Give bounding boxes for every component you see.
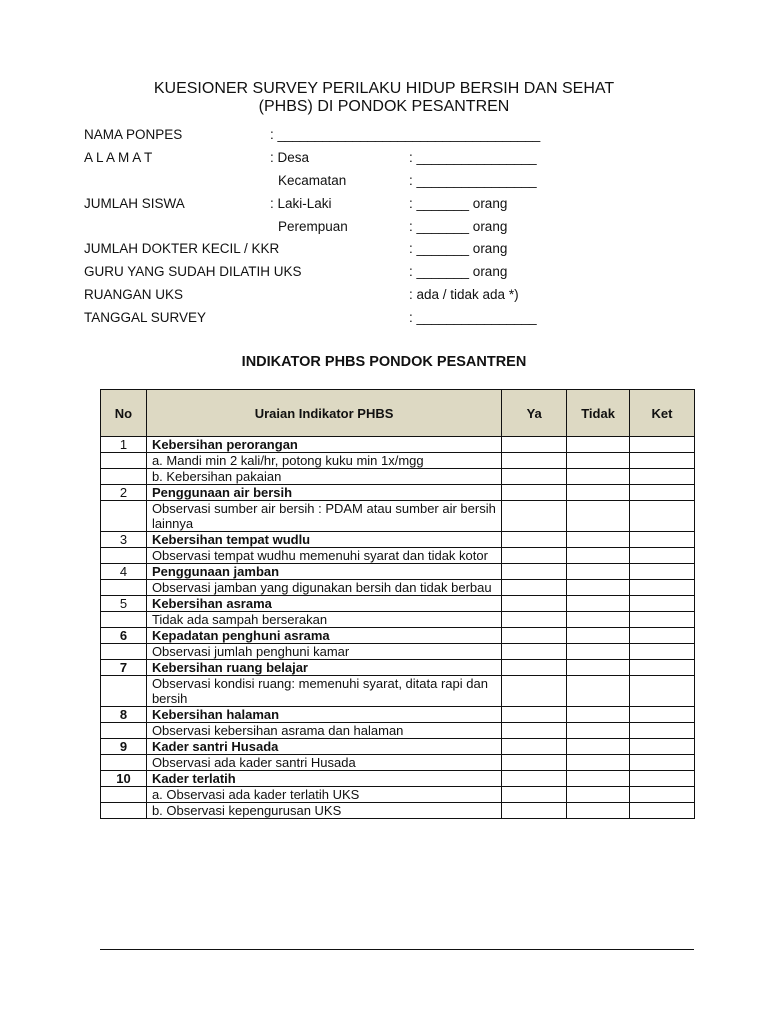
table-row — [101, 548, 695, 564]
jumlah-siswa-label: JUMLAH SISWA — [84, 196, 185, 211]
table-row — [101, 532, 695, 548]
answer-ket-cell[interactable] — [630, 469, 695, 485]
tanggal-survey-field[interactable]: : ________________ — [409, 310, 537, 325]
answer-ya-cell[interactable] — [502, 803, 567, 819]
row-number — [101, 453, 147, 469]
answer-ket-cell[interactable] — [630, 596, 695, 612]
header-tidak: Tidak — [567, 390, 630, 437]
table-row — [101, 564, 695, 580]
answer-ya-cell[interactable] — [502, 787, 567, 803]
kecamatan-field[interactable]: : ________________ — [409, 173, 537, 188]
answer-ya-cell[interactable] — [502, 453, 567, 469]
row-indicator-text: Kader santri Husada — [146, 739, 501, 755]
answer-ya-cell[interactable] — [502, 739, 567, 755]
table-row — [101, 660, 695, 676]
dokter-kecil-label: JUMLAH DOKTER KECIL / KKR — [84, 241, 280, 256]
answer-tidak-cell[interactable] — [567, 739, 630, 755]
row-number — [101, 676, 147, 707]
row-indicator-text: Penggunaan jamban — [146, 564, 501, 580]
answer-ya-cell[interactable] — [502, 771, 567, 787]
row-number: 9 — [101, 739, 147, 755]
row-number — [101, 803, 147, 819]
answer-ket-cell[interactable] — [630, 612, 695, 628]
table-header-row — [101, 390, 695, 437]
row-number: 6 — [101, 628, 147, 644]
document-title-line2: (PHBS) DI PONDOK PESANTREN — [258, 98, 510, 115]
table-row — [101, 755, 695, 771]
answer-ya-cell[interactable] — [502, 723, 567, 739]
answer-tidak-cell[interactable] — [567, 453, 630, 469]
row-indicator-text: Observasi kondisi ruang: memenuhi syarat, ditata rapi dan bersih — [146, 676, 501, 707]
dokter-kecil-field[interactable]: : _______ orang — [409, 241, 508, 256]
row-indicator-text: Observasi tempat wudhu memenuhi syarat dan tidak kotor — [146, 548, 501, 564]
row-indicator-text: Tidak ada sampah berserakan — [146, 612, 501, 628]
answer-ya-cell[interactable] — [502, 548, 567, 564]
answer-tidak-cell[interactable] — [567, 755, 630, 771]
table-row — [101, 485, 695, 501]
answer-ket-cell[interactable] — [630, 628, 695, 644]
answer-tidak-cell[interactable] — [567, 660, 630, 676]
answer-ya-cell[interactable] — [502, 707, 567, 723]
answer-ya-cell[interactable] — [502, 660, 567, 676]
row-indicator-text: Penggunaan air bersih — [146, 485, 501, 501]
guru-uks-field[interactable]: : _______ orang — [409, 264, 508, 279]
row-indicator-text: Kebersihan ruang belajar — [146, 660, 501, 676]
laki-laki-field[interactable]: : _______ orang — [409, 196, 508, 211]
answer-ket-cell[interactable] — [630, 564, 695, 580]
answer-ket-cell[interactable] — [630, 437, 695, 453]
table-row — [101, 596, 695, 612]
table-row — [101, 501, 695, 532]
table-row — [101, 628, 695, 644]
answer-ket-cell[interactable] — [630, 707, 695, 723]
row-indicator-text: a. Observasi ada kader terlatih UKS — [146, 787, 501, 803]
row-number: 8 — [101, 707, 147, 723]
answer-tidak-cell[interactable] — [567, 501, 630, 532]
answer-tidak-cell[interactable] — [567, 676, 630, 707]
answer-ket-cell[interactable] — [630, 787, 695, 803]
answer-tidak-cell[interactable] — [567, 469, 630, 485]
answer-tidak-cell[interactable] — [567, 612, 630, 628]
row-indicator-text: Observasi sumber air bersih : PDAM atau sumber air bersih lainnya — [146, 501, 501, 532]
table-row — [101, 644, 695, 660]
row-number — [101, 548, 147, 564]
answer-ket-cell[interactable] — [630, 771, 695, 787]
nama-ponpes-field[interactable]: : ___________________________________ — [270, 127, 541, 142]
answer-ya-cell[interactable] — [502, 437, 567, 453]
row-number — [101, 469, 147, 485]
tanggal-survey-label: TANGGAL SURVEY — [84, 310, 207, 325]
row-number: 3 — [101, 532, 147, 548]
answer-tidak-cell[interactable] — [567, 485, 630, 501]
table-row — [101, 437, 695, 453]
answer-tidak-cell[interactable] — [567, 771, 630, 787]
table-row — [101, 771, 695, 787]
answer-ya-cell[interactable] — [502, 644, 567, 660]
header-ket: Ket — [630, 390, 695, 437]
row-number — [101, 501, 147, 532]
answer-ket-cell[interactable] — [630, 755, 695, 771]
row-number: 1 — [101, 437, 147, 453]
answer-ket-cell[interactable] — [630, 453, 695, 469]
answer-tidak-cell[interactable] — [567, 564, 630, 580]
answer-ket-cell[interactable] — [630, 739, 695, 755]
row-number: 5 — [101, 596, 147, 612]
answer-tidak-cell[interactable] — [567, 548, 630, 564]
desa-label: : Desa — [270, 150, 310, 165]
answer-ya-cell[interactable] — [502, 532, 567, 548]
answer-ket-cell[interactable] — [630, 548, 695, 564]
row-indicator-text: Kepadatan penghuni asrama — [146, 628, 501, 644]
answer-tidak-cell[interactable] — [567, 532, 630, 548]
row-indicator-text: Observasi kebersihan asrama dan halaman — [146, 723, 501, 739]
header-uraian: Uraian Indikator PHBS — [146, 390, 501, 437]
answer-tidak-cell[interactable] — [567, 787, 630, 803]
answer-ket-cell[interactable] — [630, 485, 695, 501]
table-row — [101, 580, 695, 596]
answer-ket-cell[interactable] — [630, 660, 695, 676]
row-number — [101, 723, 147, 739]
answer-ket-cell[interactable] — [630, 676, 695, 707]
survey-info-form — [0, 0, 768, 340]
table-row — [101, 787, 695, 803]
guru-uks-label: GURU YANG SUDAH DILATIH UKS — [84, 264, 302, 279]
row-number — [101, 755, 147, 771]
kecamatan-label: Kecamatan — [278, 173, 347, 188]
desa-field[interactable]: : ________________ — [409, 150, 537, 165]
row-number: 10 — [101, 771, 147, 787]
row-indicator-text: Kebersihan tempat wudlu — [146, 532, 501, 548]
answer-tidak-cell[interactable] — [567, 803, 630, 819]
row-indicator-text: Observasi jumlah penghuni kamar — [146, 644, 501, 660]
table-row — [101, 803, 695, 819]
answer-tidak-cell[interactable] — [567, 707, 630, 723]
header-no: No — [101, 390, 147, 437]
section-title: INDIKATOR PHBS PONDOK PESANTREN — [241, 354, 527, 370]
row-number — [101, 787, 147, 803]
row-indicator-text: Kebersihan halaman — [146, 707, 501, 723]
answer-ya-cell[interactable] — [502, 501, 567, 532]
table-body — [101, 437, 695, 819]
perempuan-field[interactable]: : _______ orang — [409, 219, 508, 234]
ruangan-uks-label: RUANGAN UKS — [84, 287, 184, 302]
table-row — [101, 612, 695, 628]
answer-tidak-cell[interactable] — [567, 596, 630, 612]
alamat-label: A L A M A T — [84, 150, 153, 165]
answer-tidak-cell[interactable] — [567, 437, 630, 453]
answer-tidak-cell[interactable] — [567, 644, 630, 660]
laki-laki-label: : Laki-Laki — [270, 196, 332, 211]
row-indicator-text: Kader terlatih — [146, 771, 501, 787]
row-indicator-text: Observasi jamban yang digunakan bersih dan tidak berbau — [146, 580, 501, 596]
header-ya: Ya — [502, 390, 567, 437]
ruangan-uks-field[interactable]: : ada / tidak ada *) — [409, 287, 519, 302]
table-row — [101, 723, 695, 739]
answer-ket-cell[interactable] — [630, 501, 695, 532]
row-number — [101, 612, 147, 628]
row-number — [101, 644, 147, 660]
answer-ya-cell[interactable] — [502, 628, 567, 644]
answer-ya-cell[interactable] — [502, 755, 567, 771]
answer-ya-cell[interactable] — [502, 564, 567, 580]
row-number: 4 — [101, 564, 147, 580]
table-row — [101, 707, 695, 723]
perempuan-label: Perempuan — [278, 219, 348, 234]
table-row — [101, 676, 695, 707]
footer-divider — [100, 949, 694, 950]
answer-ya-cell[interactable] — [502, 676, 567, 707]
answer-ket-cell[interactable] — [630, 644, 695, 660]
answer-ya-cell[interactable] — [502, 580, 567, 596]
answer-ya-cell[interactable] — [502, 469, 567, 485]
row-indicator-text: Kebersihan asrama — [146, 596, 501, 612]
row-number: 7 — [101, 660, 147, 676]
nama-ponpes-label: NAMA PONPES — [84, 127, 183, 142]
table-row — [101, 739, 695, 755]
answer-tidak-cell[interactable] — [567, 580, 630, 596]
table-row — [101, 453, 695, 469]
answer-ya-cell[interactable] — [502, 612, 567, 628]
row-indicator-text: b. Observasi kepengurusan UKS — [146, 803, 501, 819]
row-indicator-text: Kebersihan perorangan — [146, 437, 501, 453]
table-row — [101, 469, 695, 485]
indikator-table — [100, 389, 695, 819]
answer-ket-cell[interactable] — [630, 532, 695, 548]
answer-ket-cell[interactable] — [630, 580, 695, 596]
row-number: 2 — [101, 485, 147, 501]
answer-ket-cell[interactable] — [630, 723, 695, 739]
row-indicator-text: b. Kebersihan pakaian — [146, 469, 501, 485]
answer-tidak-cell[interactable] — [567, 723, 630, 739]
row-indicator-text: a. Mandi min 2 kali/hr, potong kuku min 1x/mgg — [146, 453, 501, 469]
row-indicator-text: Observasi ada kader santri Husada — [146, 755, 501, 771]
answer-ya-cell[interactable] — [502, 485, 567, 501]
row-number — [101, 580, 147, 596]
answer-ya-cell[interactable] — [502, 596, 567, 612]
answer-tidak-cell[interactable] — [567, 628, 630, 644]
document-title-line1: KUESIONER SURVEY PERILAKU HIDUP BERSIH DAN SEHAT — [153, 80, 615, 97]
answer-ket-cell[interactable] — [630, 803, 695, 819]
